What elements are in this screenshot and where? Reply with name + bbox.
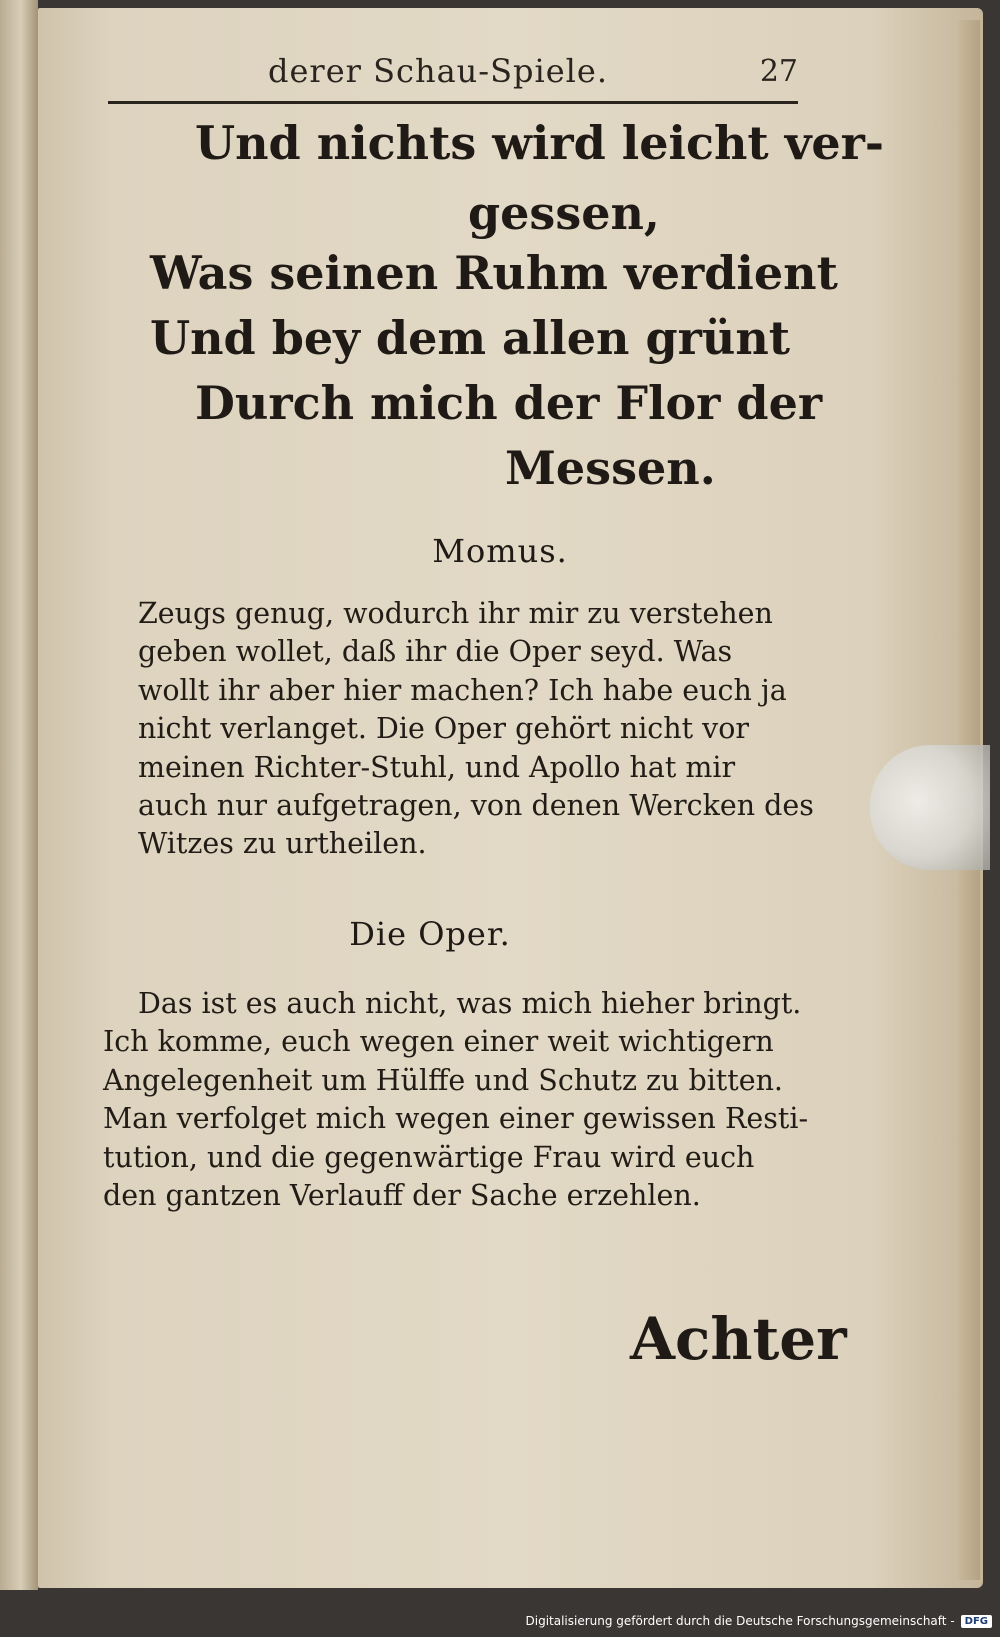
text-line: Witzes zu urtheilen.	[138, 827, 427, 861]
catchword: Achter	[630, 1305, 847, 1373]
verse-line: Und nichts wird leicht ver-	[195, 116, 885, 170]
verse-line: Durch mich der Flor der	[195, 376, 823, 430]
text-line: meinen Richter-Stuhl, und Apollo hat mir	[138, 750, 736, 784]
text-line: Zeugs genug, wodurch ihr mir zu verstehen	[138, 597, 773, 630]
verse-line: gessen,	[468, 186, 660, 240]
text-line: tution, und die gegenwärtige Frau wird euch	[103, 1140, 755, 1174]
text-line: wollt ihr aber hier machen? Ich habe euch ja	[138, 673, 787, 707]
text-line: Man verfolget mich wegen einer gewissen Resti-	[103, 1102, 809, 1136]
text-line: auch nur aufgetragen, von denen Wercken des	[138, 789, 814, 823]
page-header	[108, 52, 798, 92]
text-line: nicht verlanget. Die Oper gehört nicht vor	[138, 712, 750, 746]
speaker-heading-momus: Momus.	[432, 532, 568, 570]
oper-speech	[103, 985, 809, 1215]
dfg-logo: DFG	[961, 1615, 992, 1628]
verse-line: Und bey dem allen grünt	[150, 311, 791, 365]
momus-speech	[103, 595, 814, 864]
text-line: Das ist es auch nicht, was mich hieher bringt.	[138, 987, 802, 1020]
verse-line: Was seinen Ruhm verdient	[150, 246, 838, 300]
text-line: geben wollet, daß ihr die Oper seyd. Was	[138, 635, 733, 669]
facing-page-edge	[0, 0, 38, 1590]
page-number: 27	[759, 54, 798, 89]
digitization-footer	[526, 1608, 993, 1634]
header-rule	[108, 101, 798, 104]
text-line: Ich komme, euch wegen einer weit wichtigern	[103, 1025, 774, 1059]
footer-credit: Digitalisierung gefördert durch die Deutsche Forschungsgemeinschaft -	[525, 1614, 955, 1628]
scanner-thumb	[870, 745, 990, 870]
verse-line: Messen.	[505, 441, 716, 495]
speaker-heading-oper: Die Oper.	[349, 915, 511, 953]
text-line: Angelegenheit um Hülffe und Schutz zu bitten.	[103, 1063, 783, 1097]
text-line: den gantzen Verlauff der Sache erzehlen.	[103, 1179, 701, 1213]
running-head: derer Schau-Spiele.	[268, 52, 608, 90]
